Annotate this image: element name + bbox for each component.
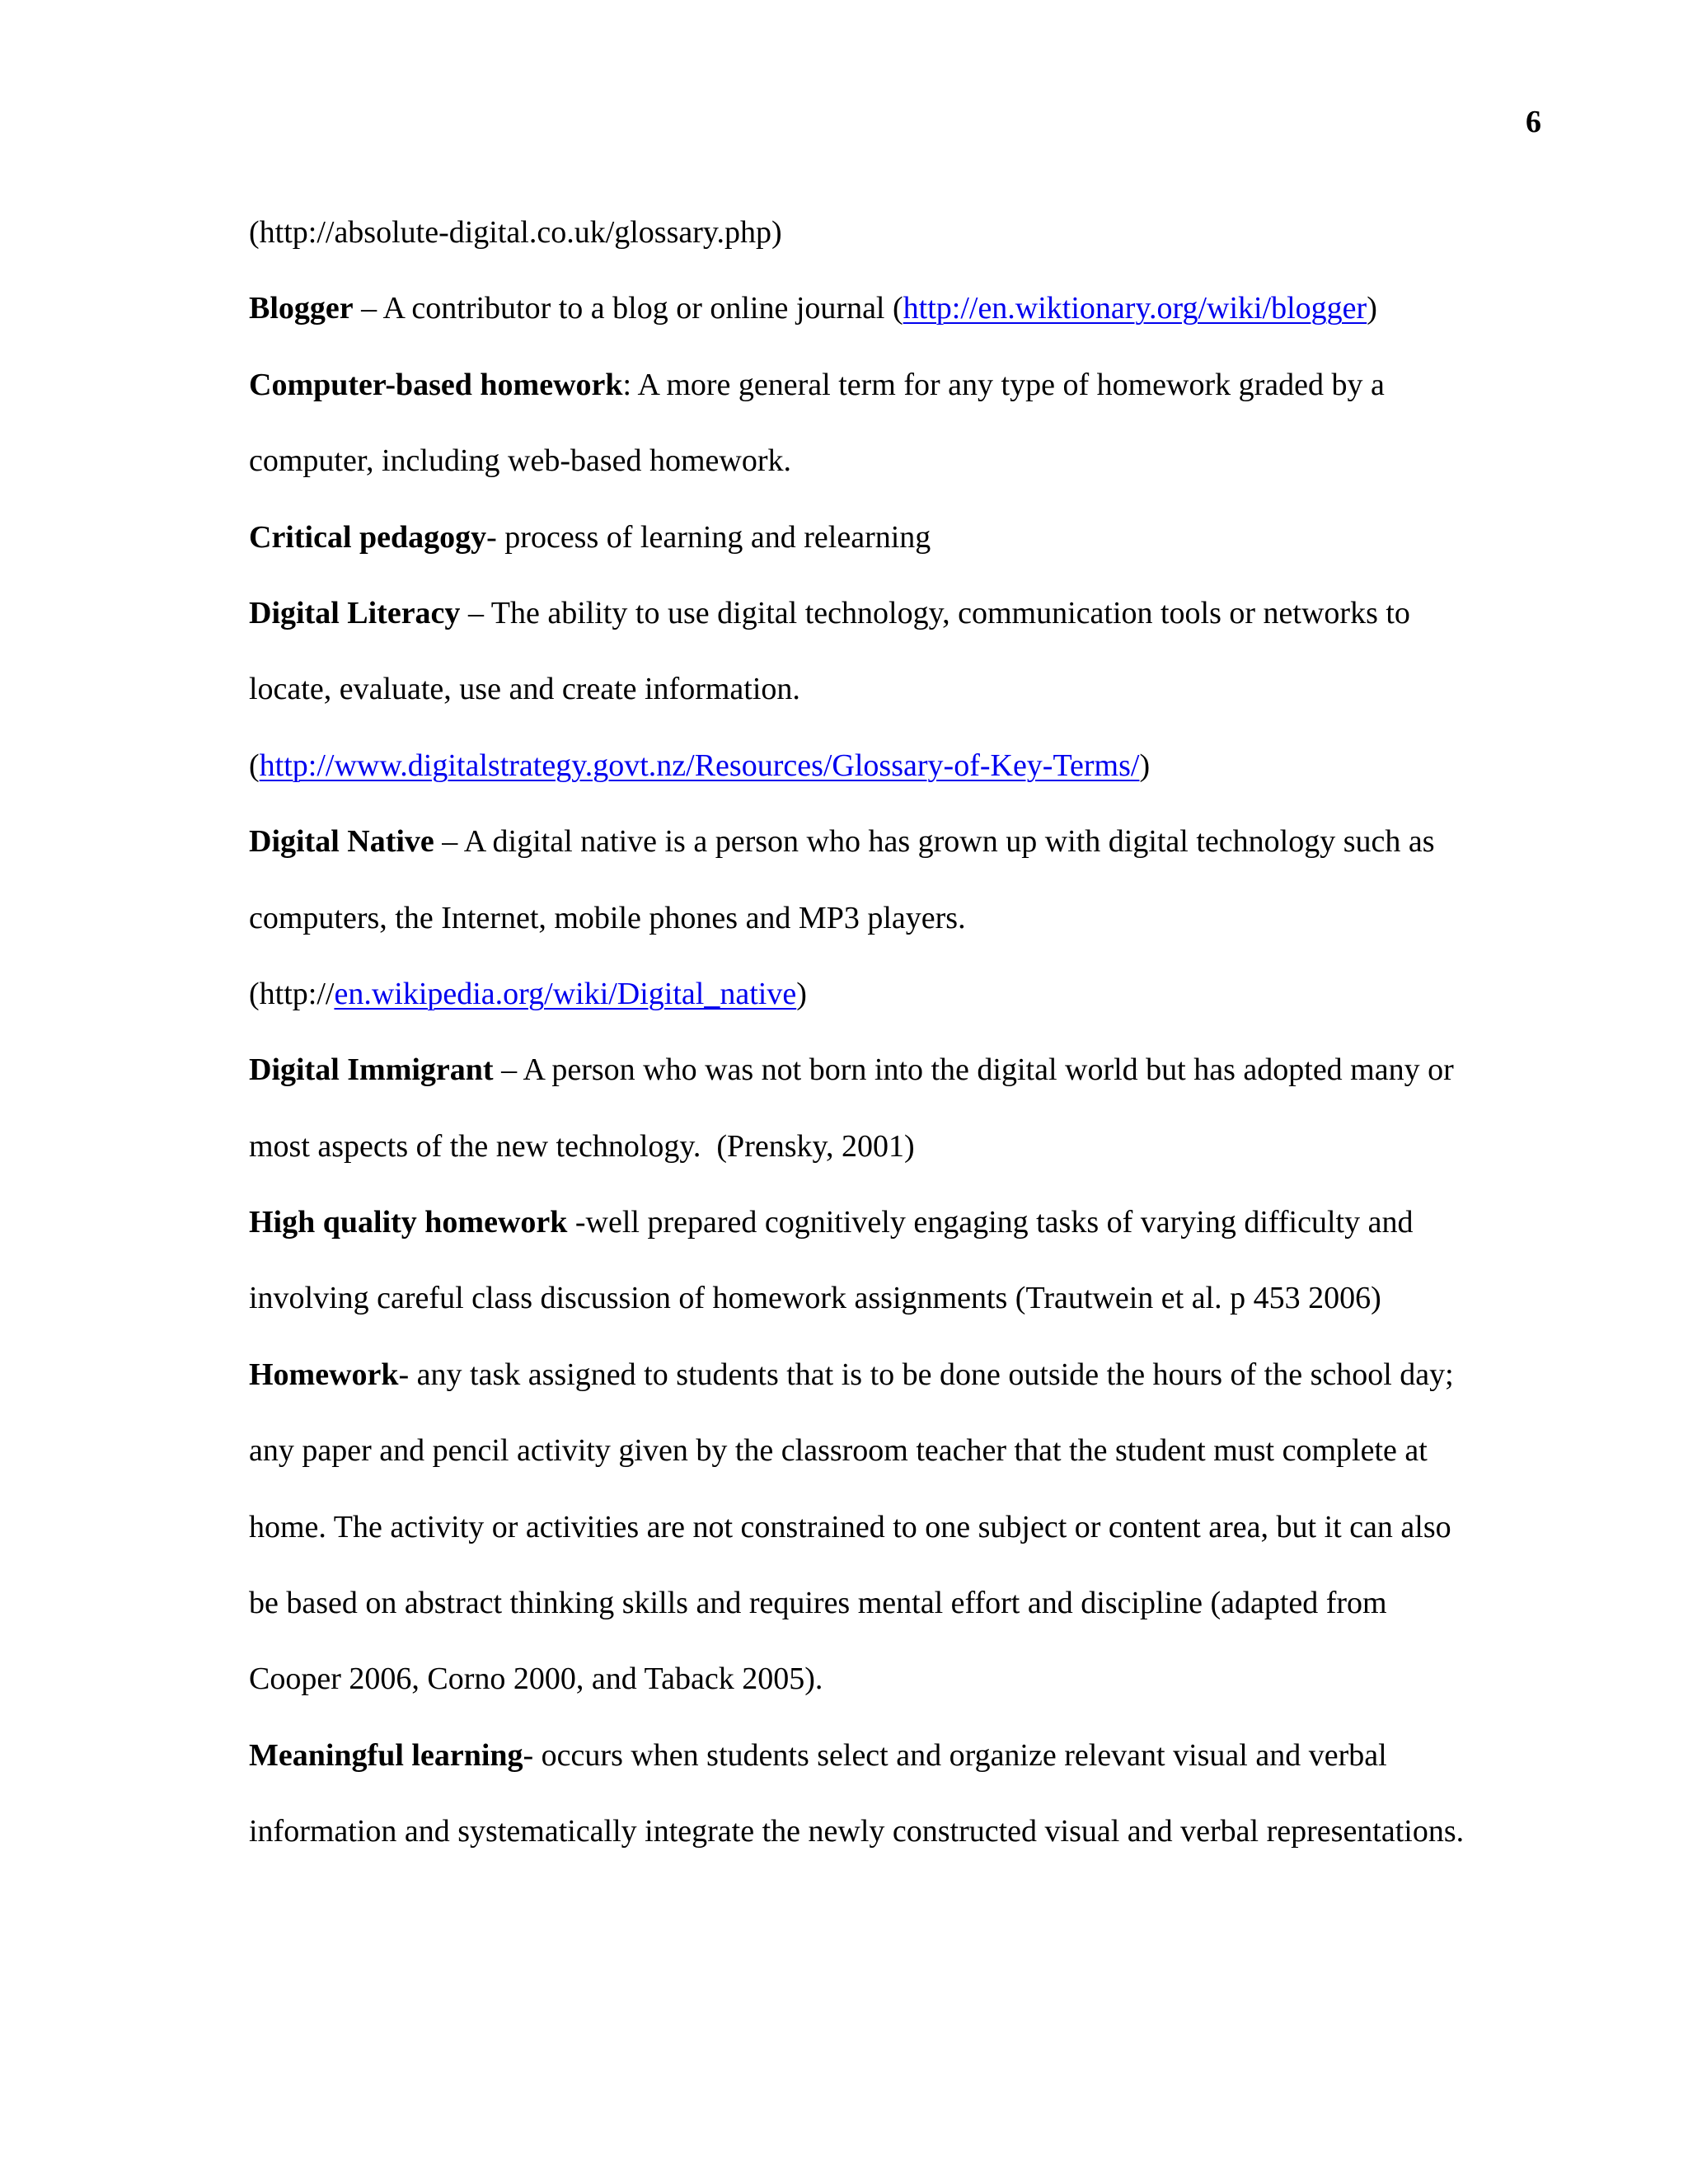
glossary-definition-continued: information and systematically integrate the newly constructed visual and verbal representations. [249,1814,1465,1849]
glossary-definition: - any task assigned to students that is to be done outside the hours of the school day; [398,1357,1454,1392]
glossary-definition: - process of learning and relearning [486,519,931,555]
glossary-definition: – A contributor to a blog or online journal ( [353,291,903,326]
glossary-term: Homework [249,1357,399,1392]
glossary-definition-continued: involving careful class discussion of homework assignments (Trautwein et al. p 453 2006) [249,1281,1381,1316]
paren-close: ) [1367,291,1377,326]
glossary-definition: – A person who was not born into the digital world but has adopted many or [493,1052,1454,1088]
glossary-term: Meaningful learning [249,1737,523,1773]
glossary-definition-continued: locate, evaluate, use and create information. [249,672,800,707]
digital-literacy-source-line [249,728,1584,804]
digital-native-source-link[interactable]: en.wikipedia.org/wiki/Digital_native [334,976,797,1011]
glossary-term: Critical pedagogy [249,519,487,555]
page-number: 6 [1526,105,1541,139]
glossary-term: Computer-based homework [249,367,623,402]
glossary-term: Digital Literacy [249,595,461,630]
paren-close: ) [1139,748,1151,783]
glossary-entry-meaningful-learning [249,1718,1584,1793]
glossary-definition-continued: computers, the Internet, mobile phones and MP3 players. [249,900,966,935]
blogger-source-link[interactable]: http://en.wiktionary.org/wiki/blogger [903,291,1367,326]
digital-native-source-line [249,956,1584,1032]
source-prefix: (http:// [249,976,335,1011]
glossary-definition: – The ability to use digital technology, communication tools or networks to [460,595,1410,630]
glossary-entry-homework [249,1337,1584,1413]
continued-source-line: (http://absolute-digital.co.uk/glossary.php) [249,215,782,250]
glossary-definition-continued: be based on abstract thinking skills and requires mental effort and discipline (adapted from [249,1586,1387,1621]
glossary-definition: : A more general term for any type of homework graded by a [622,367,1385,402]
digital-literacy-source-link[interactable]: http://www.digitalstrategy.govt.nz/Resources/Glossary-of-Key-Terms/ [259,748,1140,783]
glossary-definition: – A digital native is a person who has grown up with digital technology such as [434,824,1435,860]
glossary-term: High quality homework [249,1205,568,1240]
glossary-definition-continued: most aspects of the new technology. (Prensky, 2001) [249,1128,915,1164]
glossary-term: Digital Native [249,824,434,860]
glossary-definition: - occurs when students select and organize relevant visual and verbal [523,1737,1387,1773]
glossary-entry-digital-immigrant [249,1032,1584,1108]
glossary-term: Digital Immigrant [249,1052,494,1088]
glossary-body [249,194,1584,1870]
glossary-entry-digital-native [249,804,1584,879]
paren-open: ( [249,748,260,783]
paren-close: ) [796,976,807,1011]
glossary-definition: -well prepared cognitively engaging tasks of varying difficulty and [567,1205,1414,1240]
glossary-term: Blogger [249,291,354,326]
glossary-definition-continued: computer, including web-based homework. [249,443,792,479]
glossary-definition-continued: Cooper 2006, Corno 2000, and Taback 2005). [249,1661,823,1697]
glossary-definition-continued: any paper and pencil activity given by the classroom teacher that the student must complete at [249,1433,1428,1469]
glossary-definition-continued: home. The activity or activities are not constrained to one subject or content area, but it can also [249,1509,1451,1544]
glossary-entry-computer-based-homework [249,347,1584,423]
glossary-entry-digital-literacy [249,575,1584,651]
glossary-entry-high-quality-homework [249,1184,1584,1260]
glossary-entry-blogger [249,270,1584,346]
glossary-entry-critical-pedagogy [249,499,1584,575]
